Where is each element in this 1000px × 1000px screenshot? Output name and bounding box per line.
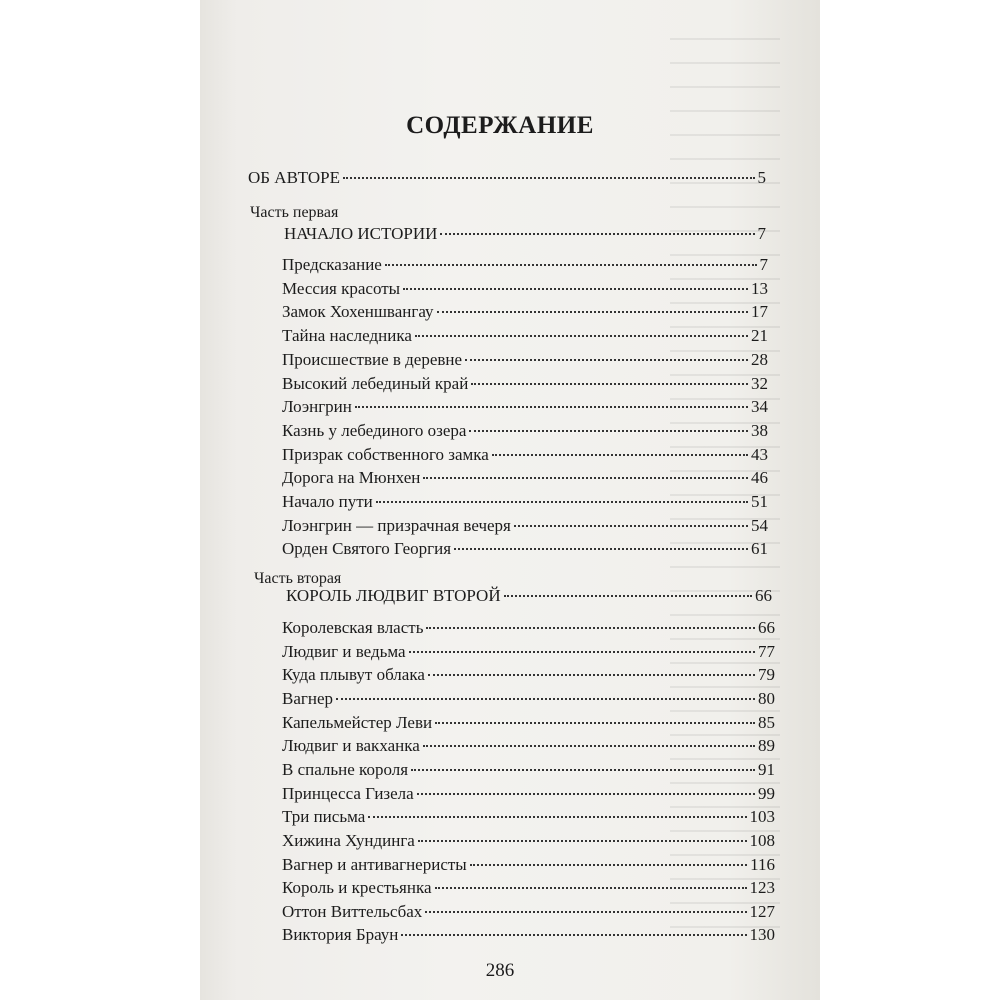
toc-entry[interactable]: [282, 445, 768, 467]
toc-entry-label: Высокий лебединый край: [282, 373, 469, 393]
toc-entry-label: Дорога на Мюнхен: [282, 468, 421, 488]
dot-leader: [409, 651, 755, 653]
dot-leader: [355, 406, 748, 408]
toc-entry-page: 43: [751, 444, 768, 464]
toc-entry[interactable]: [282, 713, 775, 735]
dot-leader: [411, 769, 755, 771]
toc-entry-page: 91: [758, 759, 775, 779]
toc-entry[interactable]: [282, 878, 775, 900]
page-number: 286: [485, 960, 515, 981]
toc-entry[interactable]: [282, 326, 768, 348]
toc-entry[interactable]: [282, 902, 775, 924]
toc-entry-label: Виктория Браун: [282, 925, 399, 945]
toc-entry[interactable]: [282, 255, 768, 277]
dot-leader: [435, 722, 755, 724]
toc-entry-label: Принцесса Гизела: [282, 783, 414, 803]
toc-entry-page: 38: [751, 420, 768, 440]
part-label: Часть первая: [250, 204, 339, 221]
toc-entry-label: Куда плывут облака: [282, 665, 425, 685]
dot-leader: [465, 359, 748, 361]
dot-leader: [376, 501, 748, 503]
toc-entry-page: 32: [751, 373, 768, 393]
toc-entry-label: Капельмейстер Леви: [282, 712, 433, 732]
toc-section-heading[interactable]: [286, 586, 772, 608]
toc-entry[interactable]: [282, 516, 768, 538]
toc-entry-about[interactable]: [248, 168, 766, 190]
toc-section-heading[interactable]: [284, 224, 766, 246]
toc-entry-label: Король и крестьянка: [282, 878, 432, 898]
toc-entry-label: Людвиг и ведьма: [282, 641, 406, 661]
dot-leader: [440, 233, 754, 235]
toc-entry-label: КОРОЛЬ ЛЮДВИГ ВТОРОЙ: [286, 586, 501, 605]
toc-entry[interactable]: [282, 279, 768, 301]
toc-entry-page: 21: [751, 326, 768, 346]
toc-entry[interactable]: [282, 374, 768, 396]
toc-entry-page: 54: [751, 515, 768, 535]
toc-entry-page: 103: [749, 807, 775, 827]
toc-title: СОДЕРЖАНИЕ: [406, 112, 594, 139]
toc-entry[interactable]: [282, 784, 775, 806]
toc-entry[interactable]: [282, 642, 775, 664]
dot-leader: [423, 477, 748, 479]
toc-entry[interactable]: [282, 831, 775, 853]
toc-entry-label: Тайна наследника: [282, 326, 412, 346]
toc-entry[interactable]: [282, 855, 775, 877]
toc-entry-label: Орден Святого Георгия: [282, 539, 452, 559]
toc-entry[interactable]: [282, 925, 775, 947]
dot-leader: [514, 525, 748, 527]
dot-leader: [415, 335, 748, 337]
toc-entry-page: 51: [751, 492, 768, 511]
toc-entry-label: Замок Хохеншвангау: [282, 302, 434, 322]
toc-entry-label: Лоэнгрин — призрачная вечеря: [282, 515, 511, 535]
toc-entry-label: Вагнер и антивагнеристы: [282, 854, 467, 874]
toc-entry-label: Призрак собственного замка: [282, 444, 489, 464]
toc-entry-page: 5: [757, 168, 766, 187]
toc-entry-page: 7: [757, 224, 766, 243]
dot-leader: [426, 627, 755, 629]
dot-leader: [403, 288, 748, 290]
toc-entry-label: Лоэнгрин: [282, 397, 352, 417]
toc-entry-page: 46: [751, 468, 768, 488]
toc-entry[interactable]: [282, 807, 775, 829]
toc-entry-label: Оттон Виттельсбах: [282, 901, 423, 921]
toc-entry[interactable]: [282, 736, 775, 758]
toc-entry-page: 61: [751, 539, 768, 559]
toc-entry-page: 34: [751, 397, 768, 417]
dot-leader: [454, 548, 748, 550]
toc-entry[interactable]: [282, 302, 768, 324]
dot-leader: [368, 816, 746, 818]
toc-entry[interactable]: [282, 689, 775, 711]
toc-entry-page: 127: [749, 901, 775, 921]
dot-leader: [418, 840, 747, 842]
toc-entry-page: 66: [758, 618, 775, 637]
toc-entry[interactable]: [282, 397, 768, 419]
toc-entry-label: Мессия красоты: [282, 278, 401, 298]
dot-leader: [435, 887, 747, 889]
toc-entry-label: Королевская власть: [282, 618, 424, 637]
toc-entry-page: 77: [758, 641, 775, 661]
toc-entry[interactable]: [282, 468, 768, 490]
dot-leader: [471, 383, 748, 385]
toc-entry-page: 7: [759, 255, 768, 274]
toc-entry[interactable]: [282, 350, 768, 372]
toc-entry[interactable]: [282, 492, 768, 514]
toc-entry[interactable]: [282, 760, 775, 782]
toc-entry-label: Начало пути: [282, 492, 373, 511]
dot-leader: [425, 911, 746, 913]
toc-entry[interactable]: [282, 421, 768, 443]
toc-entry-label: Вагнер: [282, 688, 333, 708]
toc-entry[interactable]: [282, 665, 775, 687]
dot-leader: [385, 264, 757, 266]
toc-entry-label: Три письма: [282, 807, 366, 827]
toc-entry-label: НАЧАЛО ИСТОРИИ: [284, 224, 438, 243]
toc-entry-page: 17: [751, 302, 768, 322]
toc-entry-page: 123: [749, 878, 775, 898]
toc-entry-label: Людвиг и вакханка: [282, 736, 420, 756]
toc-entry-page: 66: [755, 586, 772, 605]
dot-leader: [343, 177, 755, 179]
dot-leader: [492, 454, 748, 456]
toc-entry[interactable]: [282, 539, 768, 561]
toc-entry-page: 80: [758, 688, 775, 708]
toc-entry-page: 130: [749, 925, 775, 945]
dot-leader: [401, 934, 746, 936]
dot-leader: [469, 430, 748, 432]
dot-leader: [470, 864, 747, 866]
toc-entry-label: Происшествие в деревне: [282, 349, 463, 369]
toc-entry-label: ОБ АВТОРЕ: [248, 168, 340, 187]
toc-entry-label: Казнь у лебединого озера: [282, 420, 467, 440]
toc-entry-page: 28: [751, 349, 768, 369]
toc-entry-page: 89: [758, 736, 775, 756]
toc-entry-page: 116: [750, 854, 775, 874]
toc-entry-page: 99: [758, 783, 775, 803]
toc-entry[interactable]: [282, 618, 775, 640]
dot-leader: [423, 745, 755, 747]
dot-leader: [504, 595, 752, 597]
toc-entry-page: 85: [758, 712, 775, 732]
toc-entry-page: 13: [751, 278, 768, 298]
dot-leader: [428, 674, 755, 676]
dot-leader: [417, 793, 755, 795]
dot-leader: [336, 698, 755, 700]
toc-entry-label: В спальне короля: [282, 759, 409, 779]
toc-entry-page: 79: [758, 665, 775, 685]
toc-entry-label: Хижина Хундинга: [282, 830, 415, 850]
part-label: Часть вторая: [254, 570, 342, 587]
toc-entry-label: Предсказание: [282, 255, 382, 274]
toc-entry-page: 108: [749, 830, 775, 850]
dot-leader: [437, 311, 748, 313]
